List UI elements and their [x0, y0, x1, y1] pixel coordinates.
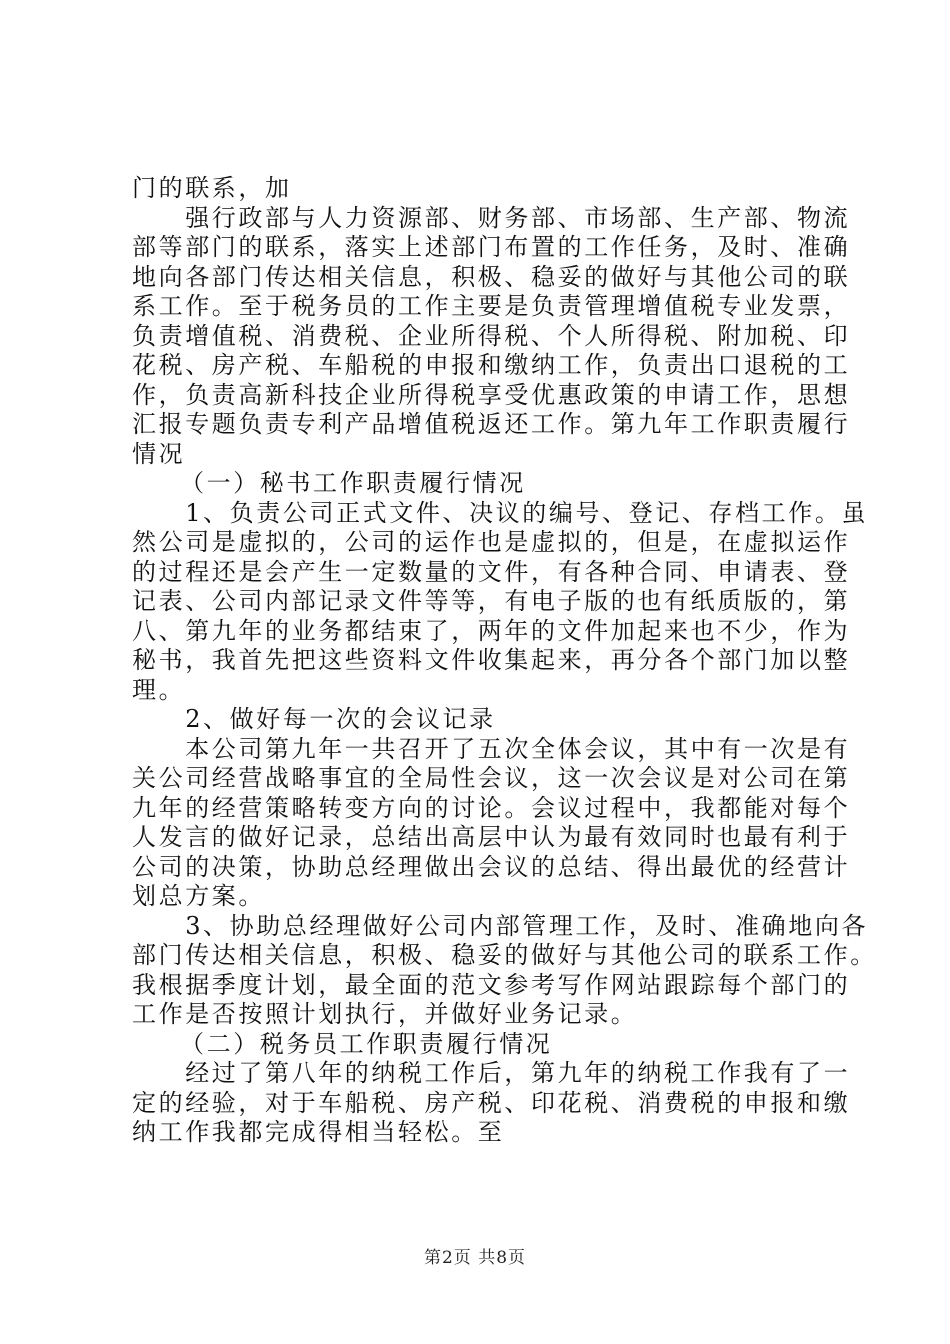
text-line: 部门传达相关信息，积极、稳妥的做好与其他公司的联系工作。 [132, 941, 877, 969]
text-line: 地向各部门传达相关信息，积极、稳妥的做好与其他公司的联 [132, 262, 851, 291]
text-line: 经过了第八年的纳税工作后，第九年的纳税工作我有了一 [132, 1059, 851, 1087]
page-number-footer: 第2页 共8页 [423, 1248, 527, 1268]
text-line: 八、第九年的业务都结束了，两年的文件加起来也不少，作为 [132, 616, 851, 645]
document-body [132, 174, 877, 1148]
text-line: 花税、房产税、车船税的申报和缴纳工作，负责出口退税的工 [132, 351, 851, 379]
text-line: 1、负责公司正式文件、决议的编号、登记、存档工作。虽 [132, 498, 869, 527]
text-line: 然公司是虚拟的，公司的运作也是虚拟的，但是，在虚拟运作 [132, 528, 851, 556]
text-line: 记表、公司内部记录文件等等，有电子版的也有纸质版的，第 [132, 587, 851, 615]
text-line: 人发言的做好记录，总结出高层中认为最有效同时也最有利于 [132, 823, 851, 851]
text-line: 汇报专题负责专利产品增值税返还工作。第九年工作职责履行 [132, 410, 851, 438]
text-line: 门的联系，加 [132, 174, 292, 202]
text-line: 我根据季度计划，最全面的范文参考写作网站跟踪每个部门的 [132, 970, 851, 999]
text-line: 理。 [132, 675, 186, 704]
section-heading: （一）秘书工作职责履行情况 [180, 469, 526, 497]
text-line: 作，负责高新科技企业所得税享受优惠政策的申请工作，思想 [132, 380, 851, 409]
text-line: 系工作。至于税务员的工作主要是负责管理增值税专业发票， [132, 292, 851, 320]
text-line: 工作是否按照计划执行，并做好业务记录。 [132, 1000, 638, 1028]
text-line: 情况 [132, 439, 186, 468]
text-line: 划总方案。 [132, 882, 265, 910]
text-line: 部等部门的联系，落实上述部门布置的工作任务，及时、准确 [132, 233, 851, 261]
text-line: 定的经验，对于车船税、房产税、印花税、消费税的申报和缴 [132, 1088, 851, 1117]
text-line: 负责增值税、消费税、企业所得税、个人所得税、附加税、印 [132, 321, 851, 350]
text-line: 3、协助总经理做好公司内部管理工作，及时、准确地向各 [132, 911, 869, 940]
text-line: 关公司经营战略事宜的全局性会议，这一次会议是对公司在第 [132, 764, 851, 792]
text-line: 纳工作我都完成得相当轻松。至 [132, 1118, 505, 1146]
text-line: 的过程还是会产生一定数量的文件，有各种合同、申请表、登 [132, 557, 851, 586]
text-line: 2、做好每一次的会议记录 [132, 705, 496, 733]
text-line: 强行政部与人力资源部、财务部、市场部、生产部、物流 [132, 203, 851, 232]
text-line: 公司的决策，协助总经理做出会议的总结、得出最优的经营计 [132, 852, 851, 881]
text-line: 秘书，我首先把这些资料文件收集起来，再分各个部门加以整 [132, 646, 851, 674]
text-line: 九年的经营策略转变方向的讨论。会议过程中，我都能对每个 [132, 793, 851, 822]
text-line: 本公司第九年一共召开了五次全体会议，其中有一次是有 [132, 734, 851, 763]
section-heading: （二）税务员工作职责履行情况 [180, 1029, 553, 1058]
